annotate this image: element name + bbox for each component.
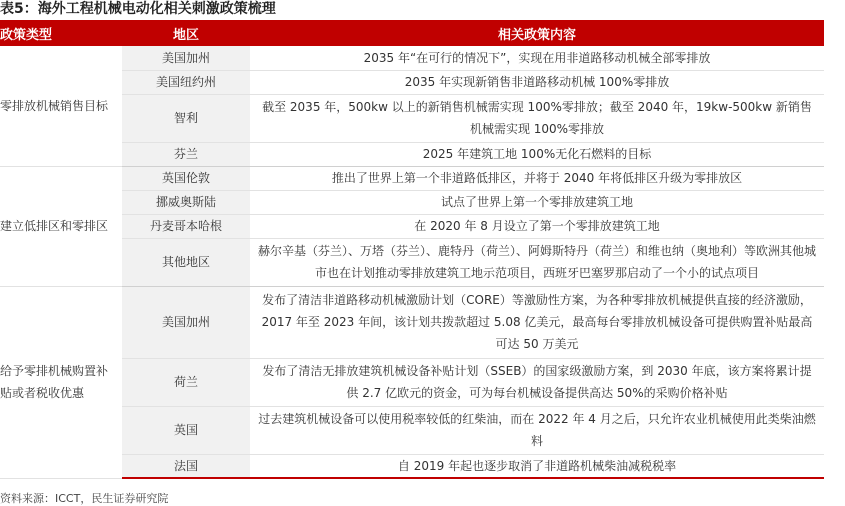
- header-region: 地区: [122, 20, 250, 46]
- content-cell: 发布了清洁无排放建筑机械设备补贴计划（SSEB）的国家级激励方案，到 2030 年底，该方案将累计提供 2.7 亿欧元的资金，可为每台机械设备提供高达 50%的采购价格补贴: [250, 358, 824, 406]
- header-policy-content: 相关政策内容: [250, 20, 824, 46]
- region-cell: 英国伦敦: [122, 166, 250, 190]
- region-cell: 荷兰: [122, 358, 250, 406]
- table-row: [0, 46, 824, 70]
- content-cell: 试点了世界上第一个零排放建筑工地: [250, 190, 824, 214]
- table-row: [0, 358, 824, 406]
- content-cell: 2035 年实现新销售非道路移动机械 100%零排放: [250, 70, 824, 94]
- source-note: 资料来源：ICCT，民生证券研究院: [0, 492, 169, 505]
- region-cell: 法国: [122, 454, 250, 478]
- content-cell: 截至 2035 年，500kw 以上的新销售机械需实现 100%零排放；截至 2040 年，19kw-500kw 新销售机械需实现 100%零排放: [250, 94, 824, 142]
- policy-type-cell: 建立低排区和零排区: [0, 166, 122, 286]
- table-row: [0, 214, 824, 238]
- content-cell: 自 2019 年起也逐步取消了非道路机械柴油减税税率: [250, 454, 824, 478]
- table-row: [0, 166, 824, 190]
- region-cell: 智利: [122, 94, 250, 142]
- region-cell: 美国纽约州: [122, 70, 250, 94]
- table-row: [0, 286, 824, 358]
- table-title: 表5：海外工程机械电动化相关刺激政策梳理: [0, 1, 276, 17]
- region-cell: 芬兰: [122, 142, 250, 166]
- table-row: [0, 454, 824, 478]
- region-cell: 其他地区: [122, 238, 250, 286]
- table-row: [0, 142, 824, 166]
- table-row: [0, 406, 824, 454]
- content-cell: 推出了世界上第一个非道路低排区，并将于 2040 年将低排区升级为零排放区: [250, 166, 824, 190]
- table-row: [0, 190, 824, 214]
- region-cell: 美国加州: [122, 286, 250, 358]
- region-cell: 挪威奥斯陆: [122, 190, 250, 214]
- content-cell: 2035 年“在可行的情况下”，实现在用非道路移动机械全部零排放: [250, 46, 824, 70]
- table-row: [0, 238, 824, 286]
- content-cell: 在 2020 年 8 月设立了第一个零排放建筑工地: [250, 214, 824, 238]
- table-row: [0, 94, 824, 142]
- content-cell: 发布了清洁非道路移动机械激励计划（CORE）等激励性方案，为各种零排放机械提供直接的经济激励，2017 年至 2023 年间，该计划共拨款超过 5.08 亿美元，最高每台零排放机械设备可提供购置补贴最高可达 50 万美元: [250, 286, 824, 358]
- policy-type-cell: 给予零排机械购置补贴或者税收优惠: [0, 286, 122, 478]
- region-cell: 丹麦哥本哈根: [122, 214, 250, 238]
- header-policy-type: 政策类型: [0, 20, 122, 46]
- region-cell: 英国: [122, 406, 250, 454]
- region-cell: 美国加州: [122, 46, 250, 70]
- policy-type-cell: 零排放机械销售目标: [0, 46, 122, 166]
- content-cell: 过去建筑机械设备可以使用税率较低的红柴油，而在 2022 年 4 月之后，只允许农业机械使用此类柴油燃料: [250, 406, 824, 454]
- content-cell: 2025 年建筑工地 100%无化石燃料的目标: [250, 142, 824, 166]
- table-row: [0, 70, 824, 94]
- policy-table: [0, 20, 824, 479]
- table-header-row: [0, 20, 824, 46]
- content-cell: 赫尔辛基（芬兰）、万塔（芬兰）、鹿特丹（荷兰）、阿姆斯特丹（荷兰）和维也纳（奥地利）等欧洲其他城市也在计划推动零排放建筑工地示范项目，西班牙巴塞罗那启动了一个小的试点项目: [250, 238, 824, 286]
